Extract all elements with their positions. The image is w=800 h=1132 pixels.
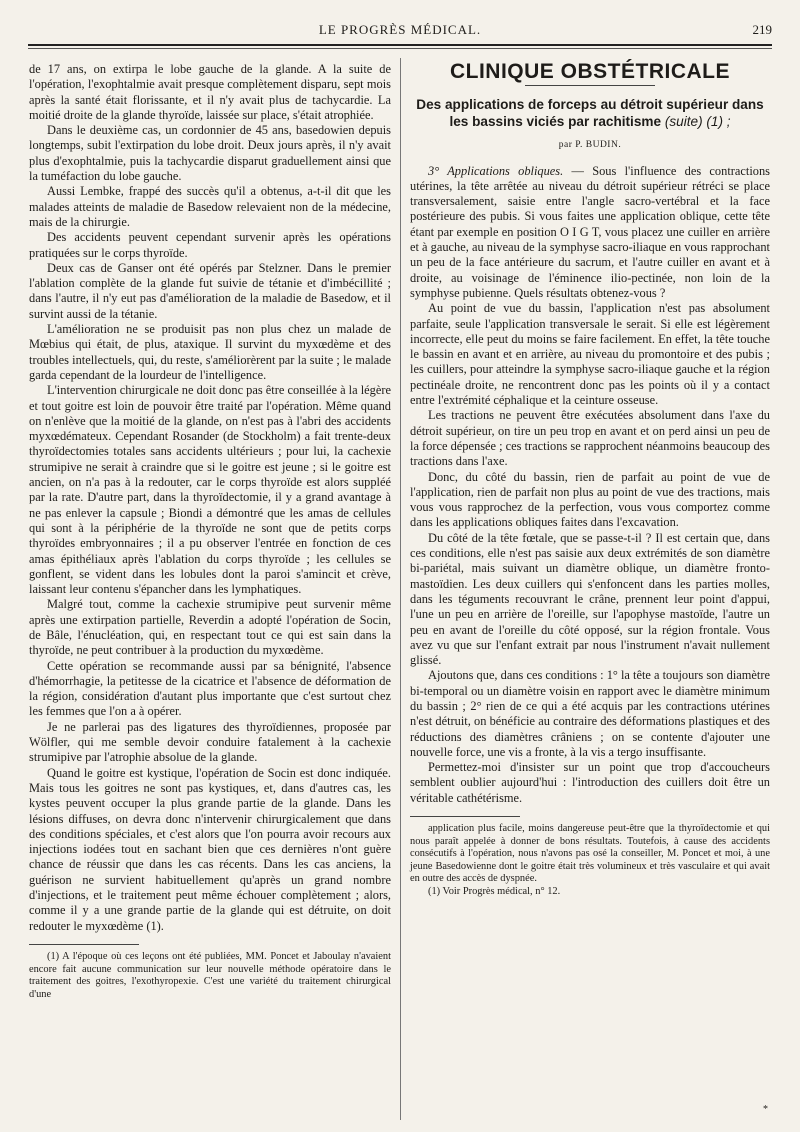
ornament-mark: * [763, 1104, 768, 1115]
paragraph: Les tractions ne peuvent être exécutées absolument dans l'axe du détroit supérieur, on tire un peu trop en avant et on perd ainsi un peu de la force dépensée ; ces tractions se rapprochent néanmoins beaucoup des tractions dans l'axe. [410, 408, 770, 469]
paragraph: de 17 ans, on extirpa le lobe gauche de la glande. A la suite de l'opération, l'exophtalmie avait presque complètement disparu, sept mois après la santé était florissante, et il n'y avait plus de tachycardie. La moitié droite de la glande thyroïde, laissée sur place, s'était atrophiée. [29, 62, 391, 122]
paragraph: Dans le deuxième cas, un cordonnier de 45 ans, basedowien depuis longtemps, subit l'extirpation du lobe droit. Deux jours après, il n'y avait plus d'exophtalmie, puis la tachycardie disparut graduellement ainsi que la tuméfaction du lobe gauche. [29, 123, 391, 184]
section-title: CLINIQUE OBSTÉTRICALE [449, 60, 730, 83]
page-header [28, 22, 772, 42]
footnote-rule [410, 816, 520, 817]
article-title [410, 96, 770, 130]
paragraph: Donc, du côté du bassin, rien de parfait au point de vue de l'application, rien de parfait non plus au point de vue des tractions, mais vous vous rapprochez de la perfection, vous vous comportez comme dans les applications obliques faites dans l'excavation. [410, 469, 770, 530]
right-column [410, 62, 770, 899]
paragraph: Aussi Lembke, frappé des succès qu'il a obtenus, a-t-il dit que les malades atteints de maladie de Basedow relevaient non de la médecine, mais de la chirurgie. [29, 184, 391, 229]
left-column [29, 62, 391, 1001]
paragraph: Des accidents peuvent cependant survenir après les opérations pratiquées sur le corps thyroïde. [29, 230, 391, 260]
paragraph: Cette opération se recommande aussi par sa bénignité, l'absence d'hémorrhagie, la petitesse de la cicatrice et l'absence de déformation de la région, considération d'autant plus importante que c'est surtout chez les femmes que l'on a à opérer. [29, 658, 391, 719]
paragraph: Ajoutons que, dans ces conditions : 1° la tête a toujours son diamètre bi-temporal ou un diamètre voisin en rapport avec le diamètre minimum du bassin ; 2° rien de ce qui a été acquis par les contractions utérines n'est détruit, on bénéficie au contraire des déformations plastiques et des réductions des diamètres crâniens ; on se contente d'ajouter une nouvelle force, une vis a fronte, à la vis a tergo insuffisante. [410, 668, 770, 759]
subheading: 3° Applications obliques. [428, 163, 564, 178]
footnote-rule [29, 944, 139, 945]
header-rule [28, 44, 772, 46]
author-byline: par P. BUDIN. [558, 140, 622, 151]
article-suite: (suite) (1) ; [664, 114, 731, 130]
footnote: (1) A l'époque où ces leçons ont été publiées, MM. Poncet et Jaboulay n'avaient encore fait aucune communication sur leur nouvelle méthode opératoire dans le traitement des goitres, l'exothyropexie. C'est une variété du traitement chirurgical d'une [29, 950, 391, 1000]
paragraph: Quand le goitre est kystique, l'opération de Socin est donc indiquée. Mais tous les goitres ne sont pas kystiques, et, dans d'autres cas, les kystes peuvent occuper la plus grande partie de la glande. Dans les lésions diffuses, on devra donc n'intervenir chirurgicalement que dans des conditions spéciales, et c'est alors que l'on pourra avoir recours aux injections iodées tout en sachant bien que ces dernières n'ont guère chance de réussir que dans les cas récents. Dans les cas anciens, la guérison ne survient habituellement qu'après un grand nombre d'injections, et le traitement peut même échouer complètement ; alors, comme il y a une grande partie de la glande qui est détruite, on doit redouter le myxœdème (1). [29, 765, 391, 933]
running-title: LE PROGRÈS MÉDICAL. [318, 22, 482, 37]
paragraph [410, 164, 770, 302]
header-rule-thin [28, 48, 772, 49]
footnote: application plus facile, moins dangereuse peut-être que la thyroïdectomie et qui nous paraît appelée à donner de bons résultats. Toutefois, à cause des accidents consécutifs à l'opération, nous n'avons pas osé la conseiller, M. Poncet et moi, à une jeune Basedowienne dont le goitre était très volumineux et très vasculaire et qui avait en outre des accès de dyspnée. [410, 823, 770, 885]
title-rule [525, 85, 655, 86]
paragraph: L'intervention chirurgicale ne doit donc pas être conseillée à la légère et tout goitre est loin de pouvoir être traité par l'opération. Même quand on n'enlève que la moitié de la glande, on n'est pas à l'abri des accidents myxœdémateux. Cependant Rosander (de Stockholm) a fait trente-deux thyroïdectomies totales sans accidents ultérieurs ; pour lui, la cachexie strumipive ne serait à craindre que si le goitre est jeune ; si le goitre est ancien, on n'a pas à la redouter, car le corps thyroïde est alors suppléé par la rate. D'autre part, dans la thyroïdectomie, il y a grand avantage à ne pas enlever la capsule ; Biondi a démontré que les amas de cellules qui sont à la périphérie de la thyroïde ne sont que de petits corps thyroïdes embryonnaires ; il a pu observer l'entrée en fonction de ces amas épithéliaux après l'ablation du corps thyroïde ; les cellules se gonflent, se vident dans les lobules dont la paroi s'amincit et crève, laissant leur contenu s'épancher dans les lymphatiques. [29, 383, 391, 597]
paragraph: L'amélioration ne se produisit pas non plus chez un malade de Mœbius qui était, de plus, ataxique. Il survint du myxœdème et des troubles intellectuels, qui, du reste, s'améliorèrent par la suite ; le malade garda cependant de la lourdeur de l'intelligence. [29, 322, 391, 382]
paragraph: Deux cas de Ganser ont été opérés par Stelzner. Dans le premier l'ablation complète de la glande fut suivie de tétanie et d'imbécillité ; dans l'autre, il n'y eut pas d'amélioration de la maladie de Basedow, et il survint aussi de la tétanie. [29, 260, 391, 321]
paragraph: Du côté de la tête fœtale, que se passe-t-il ? Il est certain que, dans ces conditions, elle n'est pas saisie aux deux extrémités de son diamètre bi-pariétal, mais suivant un diamètre oblique, un diamètre fronto-mastoïdien. Les deux cuillers qui s'enfoncent dans les parties molles, dans les téguments recouvrant le crâne, prennent leur point d'appui, l'une un peu en arrière de l'oreille, sur l'apophyse mastoïde, l'autre un peu en avant de l'oreille du côté opposé, sur la région frontale. Vous avez vu que sur l'enfant extrait par nous l'instrument n'avait nullement glissé. [410, 530, 770, 668]
footnote: (1) Voir Progrès médical, n° 12. [428, 886, 561, 898]
paragraph: Permettez-moi d'insister sur un point que trop d'accoucheurs semblent oublier aujourd'hui : l'introduction des cuillers doit être un véritable cathétérisme. [410, 760, 770, 805]
article-title-text: Des applications de forceps au détroit supérieur dans les bassins viciés par rachitisme [416, 97, 764, 130]
paragraph: Malgré tout, comme la cachexie strumipive peut survenir même après une extirpation partielle, Reverdin a adopté l'opération de Socin, de Bâle, l'énucléation, qui, en respectant tout ce qui est sain dans la thyroïde, ne peut contribuer à la production du myxœdème. [29, 597, 391, 658]
paragraph-text: — Sous l'influence des contractions utérines, la tête arrêtée au niveau du détroit supérieur rétréci se place transversalement, saisie entre l'angle sacro-vertébral et la face postérieure des pubis. Si vous faites une application oblique, cette tête étant par exemple en position O I G T, vous placez une cuiller en arrière et à gauche, au niveau de la symphyse sacro-iliaque en vous rapprochant un peu de la face antérieure du sacrum, et l'autre cuiller en avant et à droite, au voisinage de l'éminence ilio-pectinée, non loin de la symphyse pubienne. Quels résultats obtenez-vous ? [410, 163, 770, 300]
paragraph: Au point de vue du bassin, l'application n'est pas absolument parfaite, seule l'application transversale le serait. Si elle est légèrement incorrecte, elle peut du moins se faire facilement. En effet, la tête touche le bassin en avant et en arrière, au niveau du promontoire et des pubis ; les cuillers, pour atteindre la symphyse sacro-iliaque gauche et la région pectinéale droite, ne rencontrent donc pas les points où il y a contact entre l'extrémité céphalique et la ceinture osseuse. [410, 301, 770, 408]
paragraph: Je ne parlerai pas des ligatures des thyroïdiennes, proposée par Wölfler, qui me semble devoir conduire fatalement à la cachexie strumipive par l'atrophie absolue de la glande. [29, 719, 391, 765]
column-separator [400, 58, 401, 1120]
page-number: 219 [752, 22, 772, 37]
